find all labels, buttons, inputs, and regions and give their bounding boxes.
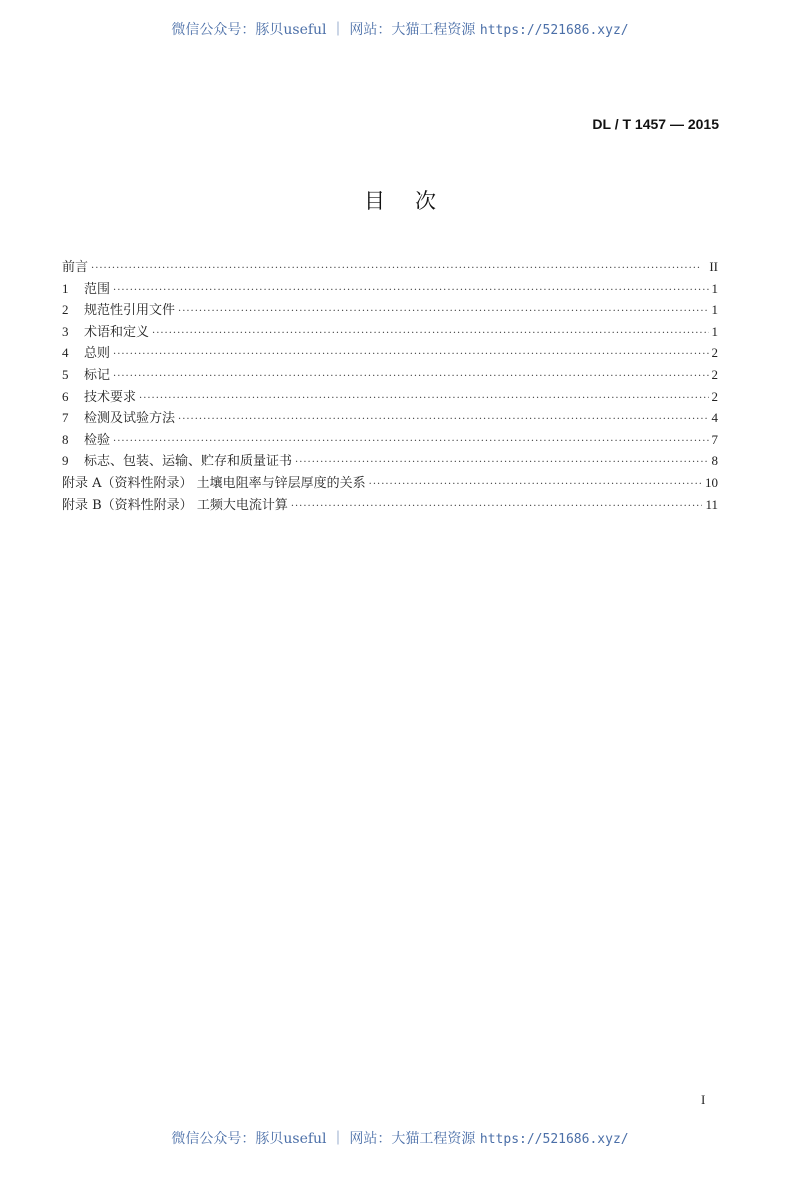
toc-entry-page: 4: [711, 410, 718, 426]
dot-leader: [113, 436, 708, 447]
watermark-url[interactable]: https://521686.xyz/: [479, 1132, 629, 1147]
toc-entry-label: 附录 B（资料性附录） 工频大电流计算: [62, 497, 288, 513]
page-number: I: [701, 1092, 706, 1107]
toc-entry-label: 标志、包装、运输、贮存和质量证书: [84, 454, 293, 470]
toc-entry-label: 附录 A（资料性附录） 土壤电阻率与锌层厚度的关系: [62, 475, 366, 491]
toc-entry-page: 8: [711, 453, 718, 469]
toc-entry-label: 总则: [84, 346, 111, 362]
toc-entry[interactable]: [62, 278, 718, 300]
toc-entry-label: 术语和定义: [84, 324, 150, 340]
toc-entry-page: 1: [711, 280, 718, 296]
dot-leader: [291, 501, 703, 512]
toc-entry-label: 规范性引用文件: [84, 303, 176, 319]
toc-entry[interactable]: [62, 299, 718, 321]
dot-leader: [91, 263, 706, 274]
dot-leader: [178, 414, 708, 425]
toc-entry-page: II: [709, 259, 718, 274]
dot-leader: [113, 349, 708, 360]
watermark-top: [0, 19, 800, 39]
toc-entry[interactable]: [62, 494, 718, 516]
toc-entry[interactable]: [62, 364, 718, 386]
toc-entry[interactable]: [62, 429, 718, 451]
toc-entry-page: 2: [711, 366, 718, 382]
toc-entry-number: 3: [62, 323, 69, 339]
toc-entry[interactable]: [62, 342, 718, 364]
toc-entry-page: 10: [705, 474, 718, 490]
document-number: DL / T 1457 — 2015: [592, 116, 719, 132]
toc-entry-number: 2: [62, 302, 69, 318]
dot-leader: [139, 393, 708, 404]
toc-entry[interactable]: [62, 450, 718, 472]
watermark-bottom: [0, 1128, 800, 1148]
toc-entry-label: 技术要求: [84, 389, 137, 405]
watermark-text: 微信公众号：豚贝useful ｜ 网站：大猫工程资源: [171, 1131, 476, 1147]
toc-entry-number: 8: [62, 431, 69, 447]
toc-entry-label: 检验: [84, 432, 111, 448]
watermark-url[interactable]: https://521686.xyz/: [479, 23, 629, 38]
toc-entry-number: 7: [62, 410, 69, 426]
dot-leader: [369, 479, 702, 490]
toc-entry[interactable]: [62, 256, 718, 278]
toc-entry[interactable]: [62, 321, 718, 343]
toc-entry-page: 7: [711, 431, 718, 447]
toc-entry[interactable]: [62, 472, 718, 494]
watermark-text: 微信公众号：豚贝useful ｜ 网站：大猫工程资源: [171, 22, 476, 38]
toc-entry[interactable]: [62, 407, 718, 429]
toc-entry-page: 2: [711, 345, 718, 361]
toc-entry-page: 1: [711, 323, 718, 339]
toc-entry-page: 1: [711, 302, 718, 318]
toc-entry-number: 1: [62, 280, 69, 296]
dot-leader: [178, 306, 708, 317]
toc-entry-number: 6: [62, 388, 69, 404]
table-of-contents: [62, 256, 718, 515]
dot-leader: [113, 285, 708, 296]
toc-entry-label: 前言: [62, 260, 89, 275]
toc-entry-label: 范围: [84, 281, 111, 297]
toc-entry-page: 2: [711, 388, 718, 404]
toc-entry-page: 11: [705, 496, 718, 512]
dot-leader: [295, 457, 708, 468]
toc-entry-label: 检测及试验方法: [84, 411, 176, 427]
toc-entry-number: 5: [62, 366, 69, 382]
dot-leader: [152, 328, 708, 339]
page-title: 目次: [364, 189, 466, 213]
toc-entry-number: 4: [62, 345, 69, 361]
dot-leader: [113, 371, 708, 382]
toc-entry-label: 标记: [84, 367, 111, 383]
toc-entry-number: 9: [62, 453, 69, 469]
toc-entry[interactable]: [62, 386, 718, 408]
